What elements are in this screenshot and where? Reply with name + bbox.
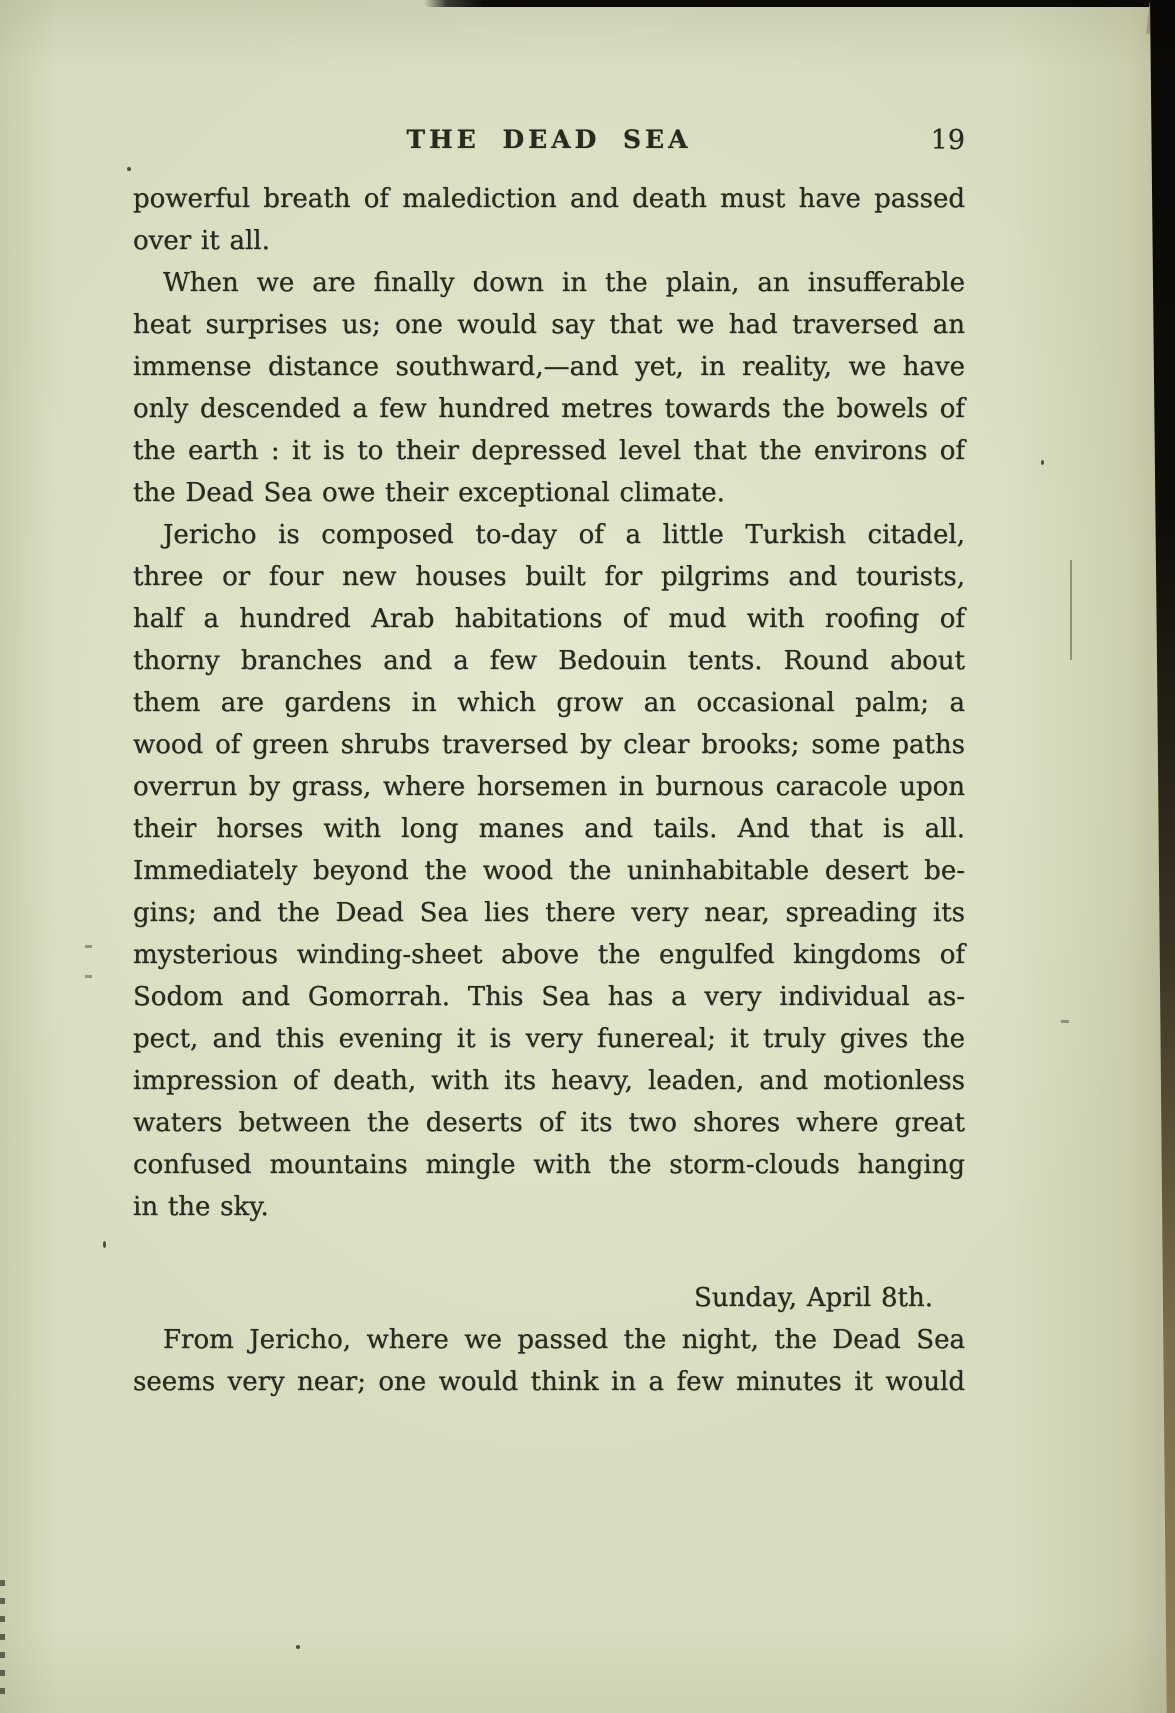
text-line: Immediately beyond the wood the uninhabitable desert be- — [133, 856, 965, 886]
text-line: their horses with long manes and tails. And that is all. — [133, 814, 965, 844]
text-line: From Jericho, where we passed the night, the Dead Sea — [163, 1325, 965, 1355]
text-line: confused mountains mingle with the storm-clouds hanging — [133, 1150, 965, 1180]
scan-dash-artifact — [85, 945, 92, 948]
scan-left-edge-marks — [0, 1580, 5, 1695]
text-line: impression of death, with its heavy, leaden, and motionless — [133, 1066, 965, 1096]
paragraph — [133, 178, 965, 262]
text-line: waters between the deserts of its two shores where great — [133, 1108, 965, 1138]
text-block — [133, 178, 965, 1403]
text-line: When we are finally down in the plain, an insufferable — [163, 268, 965, 298]
ink-speck — [1041, 460, 1044, 465]
text-line: wood of green shrubs traversed by clear brooks; some paths — [133, 730, 965, 760]
scan-dash-artifact — [1061, 1020, 1069, 1023]
text-line: powerful breath of malediction and death must have passed — [133, 184, 965, 214]
text-line: mysterious winding-sheet above the engulfed kingdoms of — [133, 940, 965, 970]
paragraph — [133, 1319, 965, 1403]
text-line: thorny branches and a few Bedouin tents. Round about — [133, 646, 965, 676]
ink-speck — [127, 167, 131, 171]
text-line: the earth : it is to their depressed level that the environs of — [133, 436, 965, 466]
text-line: half a hundred Arab habitations of mud with roofing of — [133, 604, 965, 634]
text-line: heat surprises us; one would say that we had traversed an — [133, 310, 965, 340]
page-content — [133, 0, 965, 1403]
text-line: seems very near; one would think in a few minutes it would — [133, 1367, 965, 1397]
scan-hairline-artifact — [1070, 560, 1072, 660]
paragraph — [133, 1277, 965, 1319]
text-line: the Dead Sea owe their exceptional climate. — [133, 478, 725, 508]
text-line: Sunday, April 8th. — [694, 1283, 933, 1313]
text-line: in the sky. — [133, 1192, 269, 1222]
scan-dash-artifact — [85, 975, 92, 978]
text-line: over it all. — [133, 226, 270, 256]
paragraph — [133, 262, 965, 514]
paragraph — [133, 514, 965, 1228]
text-line: Sodom and Gomorrah. This Sea has a very individual as- — [133, 982, 965, 1012]
scan-right-edge-shadow — [1150, 0, 1175, 1713]
text-line: three or four new houses built for pilgrims and tourists, — [133, 562, 965, 592]
page-number: 19 — [930, 125, 965, 156]
text-line: them are gardens in which grow an occasional palm; a — [133, 688, 965, 718]
text-line: Jericho is composed to-day of a little Turkish citadel, — [163, 520, 965, 550]
ink-speck — [296, 1645, 300, 1649]
ink-speck — [103, 1241, 106, 1248]
text-line: overrun by grass, where horsemen in burnous caracole upon — [133, 772, 965, 802]
running-title: THE DEAD SEA — [406, 125, 692, 154]
text-line: only descended a few hundred metres towards the bowels of — [133, 394, 965, 424]
page-header — [133, 122, 965, 158]
text-line: immense distance southward,—and yet, in reality, we have — [133, 352, 965, 382]
text-line: pect, and this evening it is very funereal; it truly gives the — [133, 1024, 965, 1054]
text-line: gins; and the Dead Sea lies there very near, spreading its — [133, 898, 965, 928]
